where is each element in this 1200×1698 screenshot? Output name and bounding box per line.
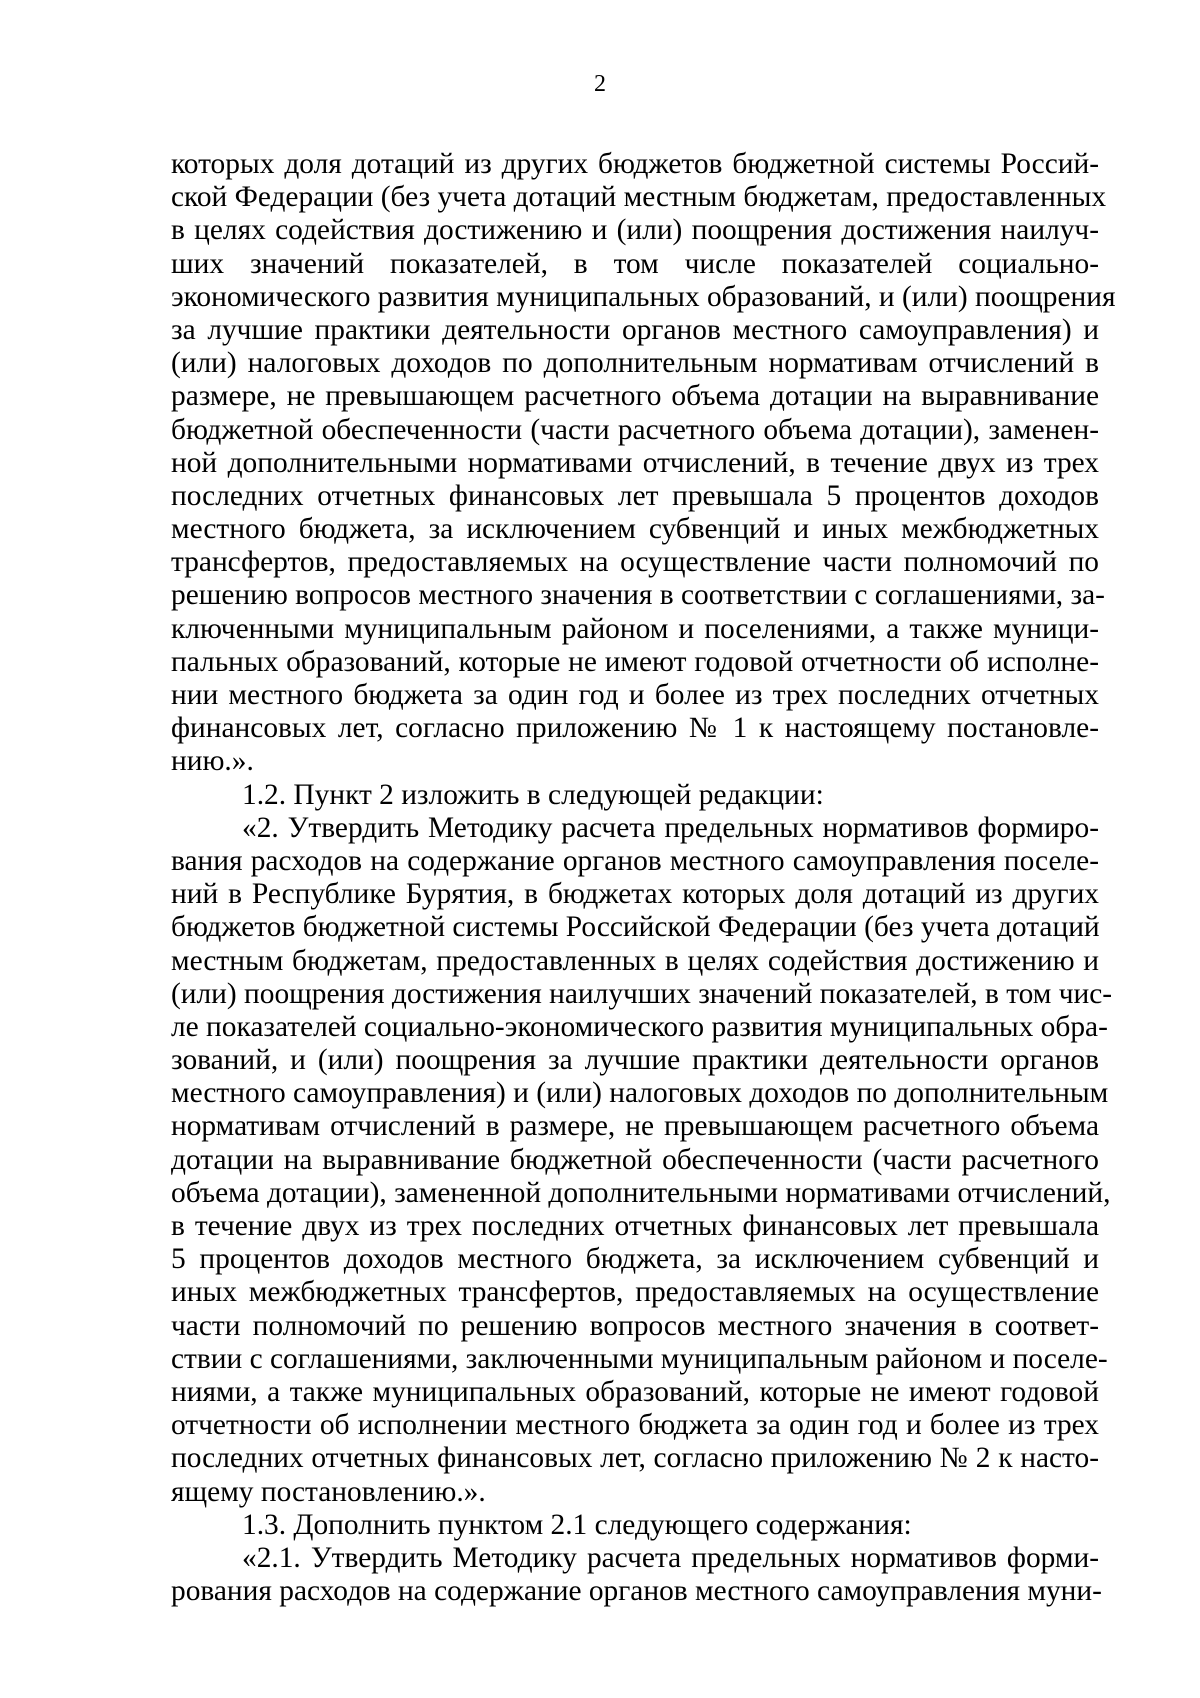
text-line: отчетности об исполнении местного бюджета за один год и более из трех (171, 1409, 1099, 1442)
text-line: (или) поощрения достижения наилучших значений показателей, в том чис- (171, 977, 1113, 1010)
text-line: ской Федерации (без учета дотаций местным бюджетам, предоставленных (171, 181, 1107, 214)
text-line: последних отчетных финансовых лет, согласно приложению № 2 к насто- (171, 1442, 1099, 1475)
text-line: местным бюджетам, предоставленных в целях содействия достижению и (171, 944, 1099, 977)
text-line: которых доля дотаций из других бюджетов бюджетной системы Россий- (171, 148, 1099, 180)
text-line: объема дотации), замененной дополнительными нормативами отчислений, (171, 1176, 1111, 1209)
text-line: местного самоуправления) и (или) налоговых доходов по дополнительным (171, 1077, 1109, 1110)
text-line: нии местного бюджета за один год и более из трех последних отчетных (171, 679, 1099, 711)
text-line: 1.3. Дополнить пунктом 2.1 следующего содержания: (242, 1508, 912, 1541)
text-line: в целях содействия достижению и (или) поощрения достижения наилуч- (171, 214, 1099, 247)
document-body (171, 148, 1116, 1608)
text-line: пальных образований, которые не имеют годовой отчетности об исполне- (171, 645, 1099, 678)
paragraph (171, 779, 1099, 812)
text-line: трансфертов, предоставляемых на осуществление части полномочий по (171, 546, 1099, 579)
text-line: ящему постановлению.». (171, 1475, 486, 1508)
text-line: ниями, а также муниципальных образований, которые не имеют годовой (171, 1375, 1099, 1408)
text-line: бюджетов бюджетной системы Российской Федерации (без учета дотаций (171, 911, 1100, 944)
text-line: нию.». (171, 745, 254, 778)
page-number: 2 (594, 71, 606, 97)
text-line: размере, не превышающем расчетного объема дотации на выравнивание (171, 380, 1099, 413)
paragraph (171, 1541, 1102, 1608)
text-line: нормативам отчислений в размере, не превышающем расчетного объема (171, 1110, 1099, 1143)
text-line: части полномочий по решению вопросов местного значения в соответ- (171, 1309, 1099, 1342)
text-line: «2. Утвердить Методику расчета предельных нормативов формиро- (242, 811, 1099, 844)
text-line: финансовых лет, согласно приложению № 1 к настоящему постановле- (171, 712, 1099, 745)
paragraph (171, 1509, 1099, 1542)
text-line: зований, и (или) поощрения за лучшие практики деятельности органов (171, 1044, 1099, 1077)
text-line: решению вопросов местного значения в соответствии с соглашениями, за- (171, 579, 1105, 612)
text-line: ствии с соглашениями, заключенными муниципальным районом и поселе- (171, 1342, 1108, 1375)
text-line: (или) налоговых доходов по дополнительным нормативам отчислений в (171, 347, 1099, 380)
text-line: «2.1. Утвердить Методику расчета предельных нормативов форми- (242, 1541, 1099, 1574)
text-line: дотации на выравнивание бюджетной обеспеченности (части расчетного (171, 1143, 1099, 1176)
text-line: ших значений показателей, в том числе показателей социально- (171, 247, 1099, 280)
text-line: последних отчетных финансовых лет превышала 5 процентов доходов (171, 479, 1099, 512)
text-line: 5 процентов доходов местного бюджета, за исключением субвенций и (171, 1243, 1099, 1276)
paragraph (171, 811, 1113, 1509)
text-line: экономического развития муниципальных образований, и (или) поощрения (171, 280, 1116, 313)
text-line: в течение двух из трех последних отчетных финансовых лет превышала (171, 1210, 1099, 1242)
text-line: ной дополнительными нормативами отчислений, в течение двух из трех (171, 446, 1099, 479)
text-line: вания расходов на содержание органов местного самоуправления поселе- (171, 844, 1099, 877)
text-line: местного бюджета, за исключением субвенций и иных межбюджетных (171, 513, 1099, 546)
text-line: бюджетной обеспеченности (части расчетного объема дотации), заменен- (171, 413, 1099, 446)
text-line: иных межбюджетных трансфертов, предоставляемых на осуществление (171, 1276, 1099, 1309)
text-line: рования расходов на содержание органов местного самоуправления муни- (171, 1575, 1102, 1608)
paragraph (171, 148, 1116, 779)
text-line: за лучшие практики деятельности органов местного самоуправления) и (171, 313, 1099, 346)
text-line: ключенными муниципальным районом и поселениями, а также муници- (171, 612, 1099, 645)
text-line: ний в Республике Бурятия, в бюджетах которых доля дотаций из других (171, 878, 1099, 911)
text-line: 1.2. Пункт 2 изложить в следующей редакции: (242, 778, 824, 811)
text-line: ле показателей социально-экономического развития муниципальных обра- (171, 1010, 1108, 1043)
